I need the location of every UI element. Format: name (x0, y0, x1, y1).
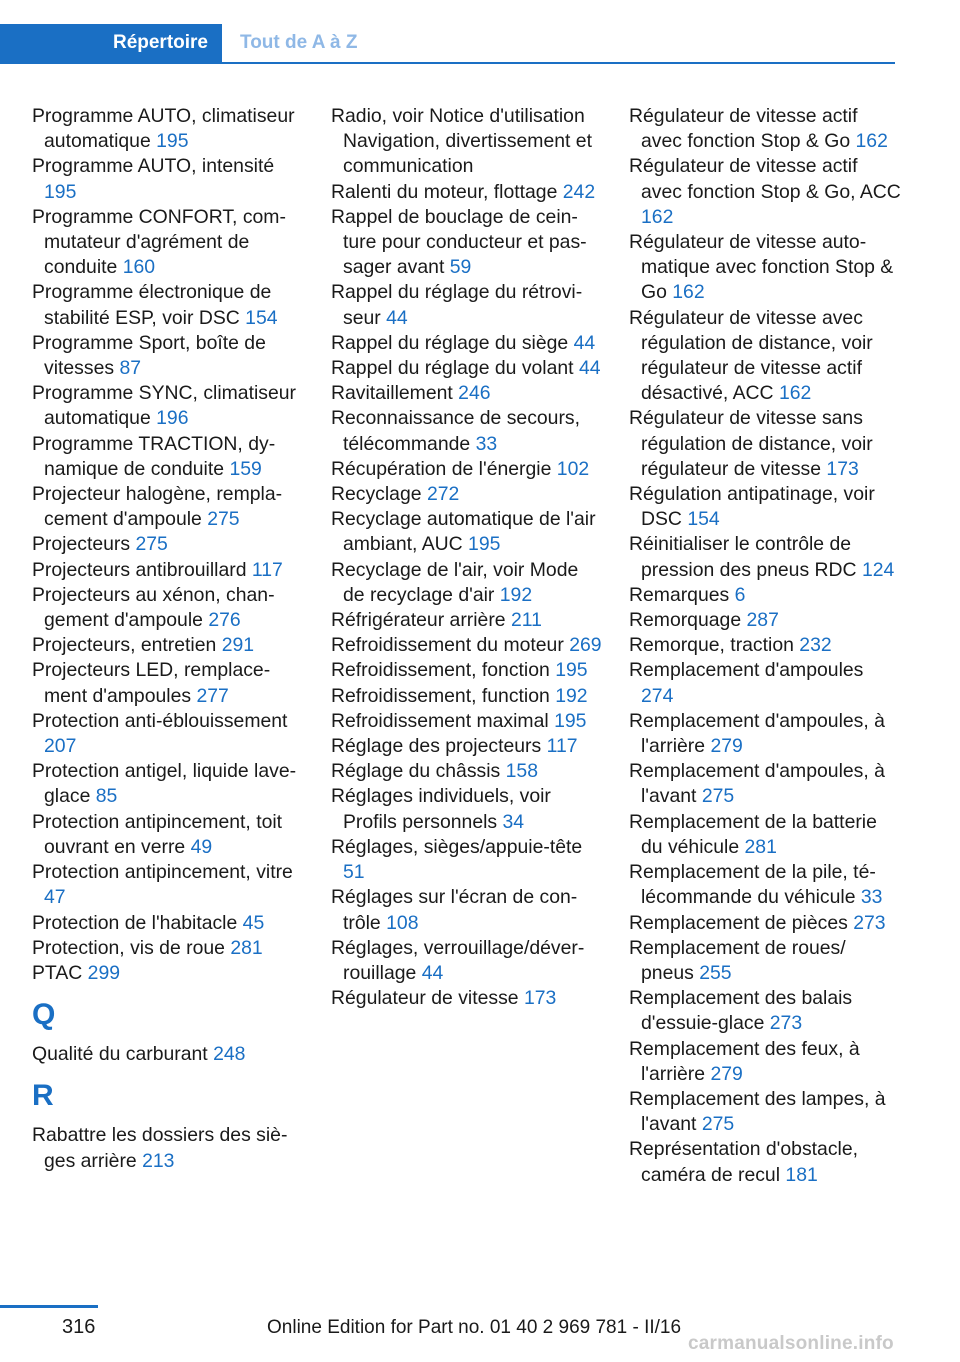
index-entry (32, 759, 304, 809)
index-entry-text: Refroidissement, function (331, 684, 550, 707)
page-link[interactable]: 279 (710, 735, 743, 758)
index-entry-text: Protection, vis de roue (32, 936, 225, 959)
index-entry (331, 986, 603, 1011)
index-entry-text: Récupération de l'énergie (331, 457, 552, 480)
index-entry-text: Reconnaissance de secours, télécommande (331, 407, 580, 455)
page-link[interactable]: 274 (641, 684, 674, 707)
index-entry (32, 961, 304, 986)
index-entry-text: Remplacement des balais d'essuie-glace (629, 987, 853, 1035)
index-entry-text: Recyclage (331, 483, 422, 506)
index-entry-text: Programme Sport, boîte de vitesses (32, 331, 266, 380)
index-entry-text: Représentation d'obstacle, caméra de recul (629, 1138, 858, 1186)
index-entry (629, 482, 901, 532)
index-column-2 (331, 104, 603, 1011)
index-entry-text: Régulateur de vitesse automatique avec fonction Stop & Go (629, 231, 894, 304)
index-entry (629, 406, 901, 482)
index-entry (331, 835, 603, 885)
index-entry (32, 709, 304, 759)
index-entry (629, 658, 901, 708)
index-entry-text: Remarques (629, 583, 730, 606)
section-letter: Q (32, 998, 56, 1032)
page-link[interactable]: 160 (122, 256, 156, 279)
index-entry-text: Régulateur de vitesse (331, 987, 519, 1010)
index-entry (629, 1087, 901, 1137)
index-entry (32, 154, 304, 204)
page-link[interactable]: 207 (44, 735, 77, 758)
page-link[interactable]: 44 (578, 357, 601, 380)
index-entry (331, 784, 603, 834)
page-link[interactable]: 173 (523, 987, 557, 1010)
page-link[interactable]: 281 (744, 835, 777, 858)
index-entry (331, 885, 603, 935)
page-link[interactable]: 33 (475, 432, 498, 455)
page-link[interactable]: 49 (190, 835, 213, 858)
index-entry (331, 482, 603, 507)
page-link[interactable]: 45 (242, 911, 265, 934)
page-link[interactable]: 117 (251, 558, 283, 581)
index-entry (32, 911, 304, 936)
page-link[interactable]: 275 (701, 1113, 735, 1136)
index-entry-text: Remorque, traction (629, 634, 794, 657)
index-column-3 (629, 104, 901, 1188)
index-entry-text: Refroidissement, fonction (331, 659, 550, 682)
page-link[interactable]: 195 (44, 180, 77, 203)
index-entry-text: Projecteurs (32, 533, 131, 556)
index-entry (629, 709, 901, 759)
index-entry-text: Projecteurs au xénon, changement d'ampoule (32, 583, 275, 632)
page-link[interactable]: 154 (245, 306, 278, 329)
index-entry-text: Remplacement d'ampoules, à l'arrière (629, 709, 885, 758)
page-link[interactable]: 211 (510, 609, 542, 632)
index-entry (629, 633, 901, 658)
index-entry (331, 759, 603, 784)
index-entry (331, 658, 603, 683)
page-link[interactable]: 279 (710, 1062, 743, 1085)
index-entry-text: Programme CONFORT, commutateur d'agrément de conduite (32, 205, 286, 279)
section-letter: R (32, 1079, 54, 1113)
page-link[interactable]: 281 (230, 936, 263, 959)
page-link[interactable]: 255 (699, 961, 732, 984)
index-entry (629, 583, 901, 608)
index-entry-text: Remplacement d'ampoules, à l'avant (629, 760, 885, 808)
index-entry-text: Remplacement de pièces (629, 911, 848, 934)
page-link[interactable]: 51 (343, 861, 365, 884)
index-entry (629, 911, 901, 936)
page-link[interactable]: 242 (562, 180, 596, 203)
footer-rule (0, 1305, 98, 1308)
index-entry (629, 306, 901, 407)
page-link[interactable]: 195 (554, 709, 587, 732)
page-link[interactable]: 158 (505, 760, 538, 783)
index-entry-text: Projecteurs LED, remplacement d'ampoules (32, 659, 271, 707)
index-entry-text: Projecteur halogène, remplacement d'ampoule (32, 483, 283, 531)
index-entry (331, 709, 603, 734)
index-entry (32, 432, 304, 482)
page-link[interactable]: 162 (672, 281, 705, 304)
index-entry (32, 860, 304, 910)
index-entry-text: Protection de l'habitacle (32, 911, 238, 934)
index-entry-text: Projecteurs antibrouillard (32, 558, 247, 581)
page-link[interactable]: 154 (687, 508, 720, 531)
index-entry (32, 936, 304, 961)
index-entry-text: Réglages sur l'écran de contrôle (331, 886, 578, 934)
index-entry (331, 684, 603, 709)
page-link[interactable]: 102 (556, 457, 590, 480)
page-link[interactable]: 159 (229, 457, 262, 480)
page-link[interactable]: 162 (641, 205, 674, 228)
index-entry-text: Radio, voir Notice d'utilisation Navigation, divertissement et communication (331, 105, 592, 178)
index-entry (32, 104, 304, 154)
index-entry (32, 381, 304, 431)
edition-text: Online Edition for Part no. 01 40 2 969 781 - II/16 (267, 1317, 682, 1338)
index-entry (629, 986, 901, 1036)
index-entry (629, 154, 901, 230)
index-entry-text: Programme électronique de stabilité ESP, voir DSC (32, 281, 272, 329)
index-entry-text: Réglages individuels, voir Profils personnels (331, 785, 551, 833)
index-entry (629, 1037, 901, 1087)
index-entry-text: Protection anti-éblouissement (32, 709, 288, 732)
index-entry-text: Ralenti du moteur, flottage (331, 180, 558, 203)
index-entry-text: Remplacement d'ampoules (629, 659, 864, 682)
header-tabs (0, 24, 895, 64)
index-entry (32, 583, 304, 633)
page-link[interactable]: 232 (799, 634, 832, 657)
page-link[interactable]: 213 (142, 1149, 175, 1172)
page-link[interactable]: 162 (778, 382, 812, 405)
index-entry (629, 759, 901, 809)
page-link[interactable]: 195 (468, 533, 501, 556)
index-entry-text: Protection antigel, liquide lave-glace (32, 760, 297, 808)
page-link[interactable]: 85 (95, 785, 118, 808)
index-entry-text: Remplacement de roues/ pneus (629, 936, 846, 984)
index-entry-text: Régulateur de vitesse sans régulation de distance, voir régulateur de vitesse (629, 407, 873, 480)
page-link[interactable]: 44 (386, 306, 408, 329)
index-entry (331, 406, 603, 456)
index-entry-text: Protection antipincement, toit ouvrant en verre (32, 810, 283, 858)
index-entry-text: Remplacement de la pile, télécommande du véhicule (629, 861, 876, 909)
index-entry (331, 507, 603, 557)
page-link[interactable]: 181 (785, 1163, 818, 1186)
index-entry-text: Régulation antipatinage, voir DSC (629, 483, 875, 531)
page-link[interactable]: 195 (156, 130, 189, 153)
index-entry-text: Programme AUTO, intensité (32, 155, 275, 178)
index-entry (629, 532, 901, 582)
tab-repertoire[interactable]: Répertoire (0, 24, 222, 62)
page-link[interactable]: 246 (458, 382, 491, 405)
page-link[interactable]: 275 (701, 785, 735, 808)
index-entry (629, 810, 901, 860)
index-entry-text: Rappel de bouclage de ceinture pour conducteur et passager avant (331, 205, 587, 279)
index-entry (32, 810, 304, 860)
index-entry (331, 381, 603, 406)
page-link[interactable]: 269 (569, 634, 602, 657)
index-entry (32, 1123, 304, 1173)
index-entry (331, 205, 603, 281)
page-link[interactable]: 299 (87, 961, 121, 984)
index-entry (331, 180, 603, 205)
index-entry (331, 633, 603, 658)
index-entry-text: Projecteurs, entretien (32, 634, 217, 657)
index-entry-text: Remplacement des feux, à l'arrière (629, 1037, 860, 1085)
page-link[interactable]: 44 (573, 331, 596, 354)
page-link[interactable]: 275 (135, 533, 168, 556)
index-entry-text: Ravitaillement (331, 382, 453, 405)
index-entry-text: Recyclage automatique de l'air ambiant, AUC (331, 508, 596, 556)
page-link[interactable]: 248 (213, 1043, 246, 1066)
page-link[interactable]: 272 (426, 483, 460, 506)
index-entry (32, 633, 304, 658)
index-entry (629, 104, 901, 154)
page-link[interactable]: 34 (502, 810, 525, 833)
index-entry-text: Rappel du réglage du volant (331, 357, 574, 380)
page-link[interactable]: 162 (855, 130, 888, 153)
index-entry (629, 860, 901, 910)
index-entry-text: Réglage du châssis (331, 760, 501, 783)
index-entry-text: Régulateur de vitesse actif avec fonction Stop & Go (629, 105, 858, 153)
index-column-1 (32, 104, 304, 1174)
index-entry-text: Réglages, verrouillage/déverrouillage (331, 936, 585, 984)
index-entry (629, 1137, 901, 1187)
page-link[interactable]: 124 (861, 558, 895, 581)
page-link[interactable]: 173 (826, 457, 859, 480)
tab-tout-de-a-a-z[interactable]: Tout de A à Z (240, 32, 358, 53)
page-link[interactable]: 87 (119, 357, 142, 380)
index-entry-text: Refroidissement maximal (331, 709, 549, 732)
page-link[interactable]: 117 (546, 735, 578, 758)
page-link[interactable]: 291 (221, 634, 255, 657)
page-link[interactable]: 44 (421, 961, 444, 984)
index-entry (331, 457, 603, 482)
index-entry (32, 482, 304, 532)
index-entry (331, 104, 603, 180)
index-entry (331, 608, 603, 633)
index-entry (32, 280, 304, 330)
page-link[interactable]: 6 (734, 583, 746, 606)
index-entry-text: Remplacement de la batterie du véhicule (629, 810, 877, 858)
index-entry-text: Régulateur de vitesse actif avec fonction Stop & Go, ACC (629, 155, 901, 203)
page-link[interactable]: 277 (196, 684, 229, 707)
index-entry-text: Qualité du carburant (32, 1043, 208, 1066)
index-entry (629, 230, 901, 306)
index-entry (32, 558, 304, 583)
index-entry-text: Remorquage (629, 609, 742, 632)
index-entry-text: Programme SYNC, climatiseur automatique (32, 382, 296, 430)
page-link[interactable]: 108 (386, 911, 419, 934)
index-entry-text: Remplacement des lampes, à l'avant (629, 1087, 886, 1136)
page-link[interactable]: 59 (449, 256, 472, 279)
index-entry-text: Programme AUTO, climatiseur automatique (32, 105, 295, 153)
index-entry (32, 658, 304, 708)
index-entry (629, 608, 901, 633)
index-entry-text: Rappel du réglage du rétroviseur (331, 281, 583, 329)
index-entry (331, 936, 603, 986)
index-entry-text: Rabattre les dossiers des sièges arrière (32, 1124, 288, 1172)
index-entry-text: Réfrigérateur arrière (331, 609, 506, 632)
index-entry (629, 936, 901, 986)
page-link[interactable]: 33 (860, 886, 883, 909)
index-entry-text: Refroidissement du moteur (331, 634, 564, 657)
page-link[interactable]: 276 (208, 609, 241, 632)
index-entry (331, 331, 603, 356)
index-entry (32, 532, 304, 557)
page-link[interactable]: 192 (499, 583, 533, 606)
page-link[interactable]: 273 (769, 1012, 803, 1035)
index-entry-text: Réglages, sièges/appuie-tête (331, 835, 583, 858)
page-link[interactable]: 275 (207, 508, 240, 531)
page-link[interactable]: 273 (853, 911, 886, 934)
index-entry-text: PTAC (32, 961, 83, 984)
index-entry (331, 356, 603, 381)
page-link[interactable]: 196 (156, 407, 189, 430)
index-entry-text: Régulateur de vitesse avec régulation de distance, voir régulateur de vitesse actif désactivé, ACC (629, 306, 873, 405)
index-entry (32, 205, 304, 281)
index-entry-text: Réinitialiser le contrôle de pression des pneus RDC (629, 533, 857, 581)
page-link[interactable]: 47 (44, 886, 66, 909)
index-entry (331, 280, 603, 330)
index-entry-text: Rappel du réglage du siège (331, 331, 569, 354)
index-entry (331, 734, 603, 759)
page-number: 316 (62, 1316, 96, 1338)
page-link[interactable]: 195 (555, 659, 588, 682)
index-entry-text: Protection antipincement, vitre (32, 861, 293, 884)
index-entry-text: Recyclage de l'air, voir Mode de recyclage d'air (331, 558, 579, 606)
watermark: carmanualsonline.info (688, 1333, 894, 1354)
index-entry-text: Programme TRACTION, dynamique de conduite (32, 432, 276, 480)
page-link[interactable]: 192 (555, 684, 588, 707)
index-entry (32, 1042, 304, 1067)
page-link[interactable]: 287 (746, 609, 779, 632)
index-entry (32, 331, 304, 381)
index-entry (331, 558, 603, 608)
index-entry-text: Réglage des projecteurs (331, 735, 542, 758)
